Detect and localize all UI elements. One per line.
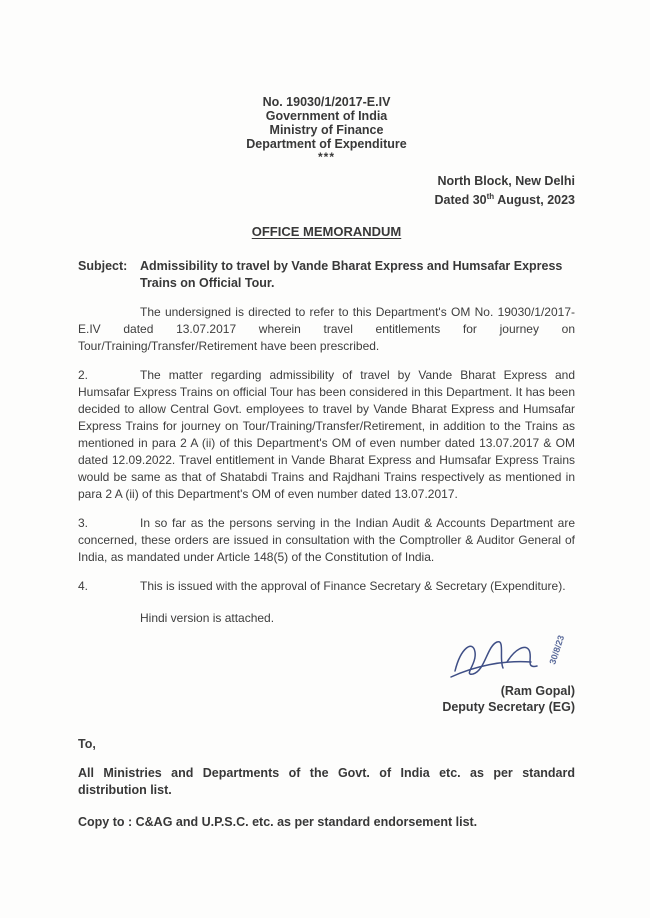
paragraph-text: In so far as the persons serving in the Indian Audit & Accounts Department are concerned, these orders are issued in consultation with the Comptroller & Auditor General of India, as mandated under Article 148(5) of the Constitution of India. (78, 516, 575, 565)
org-line-ministry: Ministry of Finance (269, 123, 384, 137)
memo-title-row (78, 223, 575, 241)
memo-title: OFFICE MEMORANDUM (251, 224, 402, 240)
date-line (78, 189, 575, 208)
paragraph-number: 2. (78, 368, 89, 383)
paragraph-4 (78, 578, 575, 595)
paragraph-text: This is issued with the approval of Finance Secretary & Secretary (Expenditure). (140, 579, 566, 594)
place-line: North Block, New Delhi (437, 174, 575, 188)
subject-label: Subject: (78, 259, 128, 274)
signatory-name: (Ram Gopal) (500, 684, 575, 699)
attachment-note: Hindi version is attached. (140, 611, 275, 626)
signature-block (78, 631, 575, 715)
paragraph-number: 4. (78, 579, 89, 594)
paragraph-1 (78, 304, 575, 355)
paragraph-number: 3. (78, 516, 89, 531)
paragraph-text: The undersigned is directed to refer to this Department's OM No. 19030/1/2017-E.IV dated 13.07.2017 wherein travel entitlements for journey on Tour/Training/Transfer/Retirement have been prescribed. (78, 305, 575, 354)
org-line-government: Government of India (265, 109, 388, 123)
letterhead (78, 95, 575, 164)
distribution-list: All Ministries and Departments of the Govt. of India etc. as per standard distribution list. (78, 766, 575, 798)
separator-stars: *** (317, 150, 335, 164)
paragraph-2 (78, 367, 575, 503)
org-line-department: Department of Expenditure (246, 137, 407, 151)
date-superscript: th (486, 192, 495, 201)
reference-number: No. 19030/1/2017-E.IV (262, 95, 391, 109)
signatory-designation: Deputy Secretary (EG) (442, 700, 575, 715)
place-date-block (78, 174, 575, 208)
subject-text: Admissibility to travel by Vande Bharat Express and Humsafar Express Trains on Official Tour. (140, 259, 563, 291)
paragraph-3 (78, 515, 575, 566)
paragraph-text: The matter regarding admissibility of travel by Vande Bharat Express and Humsafar Express Trains on official Tour has been considered in this Department. It has been decided to allow Central Govt. employees to travel by Vande Bharat Express and Humsafar Express Trains for journey on Tour/Training/Transfer/Retirement, in addition to the Trains as mentioned in para 2 A (ii) of this Department's OM of even number dated 13.07.2017 & OM dated 12.09.2022. Travel entitlement in Vande Bharat Express and Humsafar Express Trains would be same as that of Shatabdi Trains and Rajdhani Trains respectively as mentioned in para 2 A (ii) of this Department's OM of even number dated 13.07.2017. (78, 368, 575, 502)
date-suffix: August, 2023 (494, 193, 575, 208)
copy-to-line: Copy to : C&AG and U.P.S.C. etc. as per standard endorsement list. (78, 815, 478, 830)
to-label: To, (78, 737, 96, 752)
subject-block (78, 258, 575, 292)
handwritten-date: 30/8/23 (547, 634, 567, 666)
date-prefix: Dated 30 (434, 193, 487, 208)
